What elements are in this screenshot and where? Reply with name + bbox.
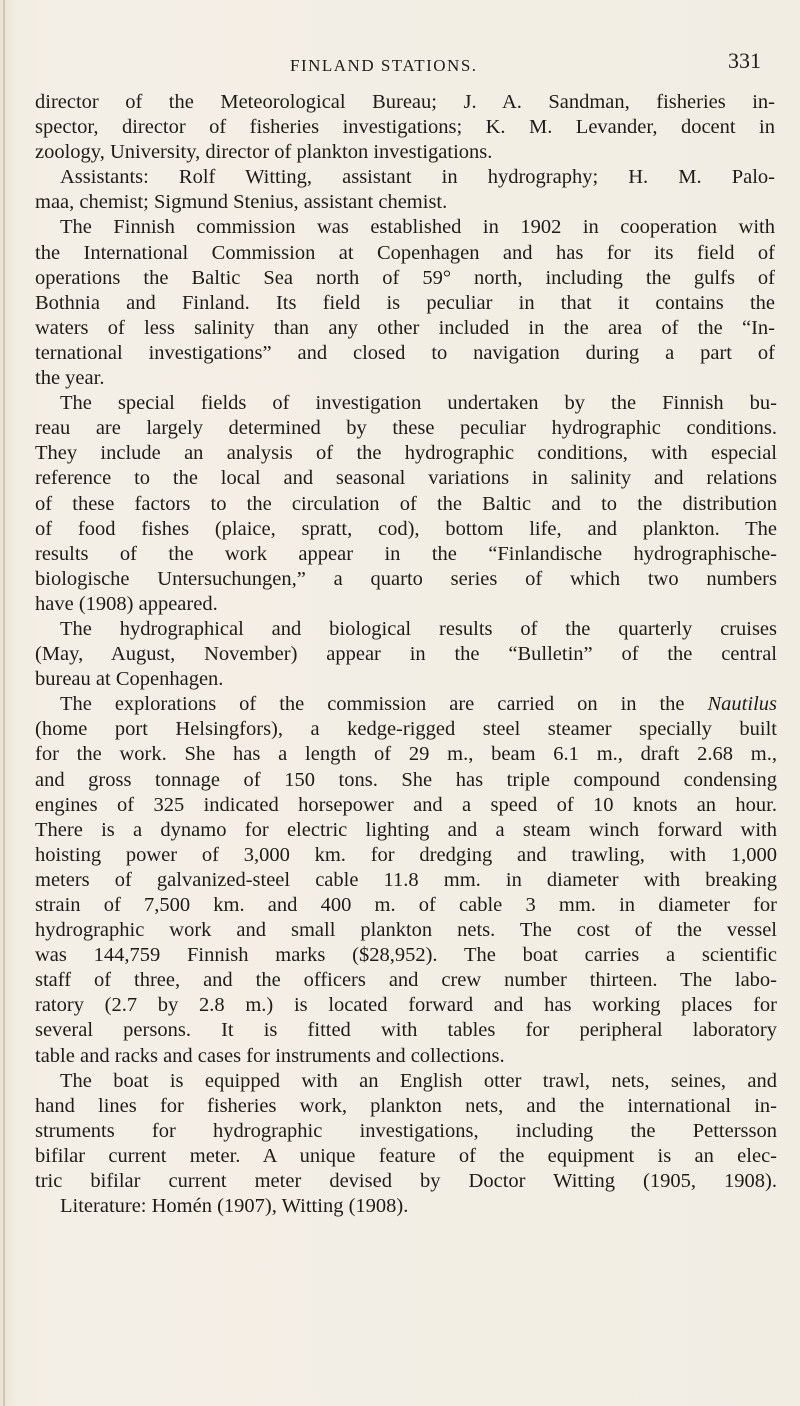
running-head: [0, 48, 800, 86]
text-line: [35, 692, 777, 717]
text-line: and gross tonnage of 150 tons. She has triple compound condensing: [35, 768, 777, 791]
text-line: director of the Meteorological Bureau; J. A. Sandman, fisheries in-: [35, 91, 775, 113]
text-line: The special fields of investigation undertaken by the Finnish bu-: [60, 392, 777, 415]
text-line: The hydrographical and biological results of the quarterly cruises: [60, 617, 777, 640]
text-line: zoology, University, director of plankton investigations.: [35, 141, 493, 164]
text-line: have (1908) appeared.: [35, 592, 218, 615]
text-line: reau are largely determined by these peculiar hydrographic conditions.: [35, 417, 777, 440]
text-line: tric bifilar current meter devised by Doctor Witting (1905, 1908).: [35, 1170, 777, 1193]
text-line: results of the work appear in the “Finlandische hydrographische-: [35, 542, 777, 565]
text-line: strain of 7,500 km. and 400 m. of cable 3 mm. in diameter for: [35, 894, 777, 916]
text-line: bifilar current meter. A unique feature of the equipment is an elec-: [35, 1144, 777, 1167]
text-line: the International Commission at Copenhagen and has for its field of: [35, 241, 775, 264]
text-line: bureau at Copenhagen.: [35, 668, 224, 691]
text-line-segment: The explorations of the commission are carried on in the: [60, 693, 708, 716]
text-line: Bothnia and Finland. Its field is peculiar in that it contains the: [35, 291, 775, 314]
text-line: hoisting power of 3,000 km. for dredging and trawling, with 1,000: [35, 843, 777, 866]
text-line: They include an analysis of the hydrographic conditions, with especial: [35, 442, 777, 465]
text-line: was 144,759 Finnish marks ($28,952). The boat carries a scientific: [35, 944, 777, 967]
text-line: (home port Helsingfors), a kedge-rigged steel steamer specially built: [35, 718, 777, 741]
text-line: several persons. It is fitted with tables for peripheral laboratory: [35, 1019, 777, 1042]
text-line: for the work. She has a length of 29 m., beam 6.1 m., draft 2.68 m.,: [35, 743, 777, 766]
page-number: 331: [728, 48, 761, 73]
text-line: hydrographic work and small plankton nets. The cost of the vessel: [35, 919, 777, 942]
text-line: (May, August, November) appear in the “Bulletin” of the central: [35, 643, 777, 666]
text-line: The boat is equipped with an English otter trawl, nets, seines, and: [60, 1069, 777, 1092]
text-line: There is a dynamo for electric lighting and a steam winch forward with: [35, 818, 777, 841]
text-line: waters of less salinity than any other included in the area of the “In-: [35, 316, 775, 339]
page-gutter-edge: [3, 0, 5, 1406]
text-line: maa, chemist; Sigmund Stenius, assistant chemist.: [35, 191, 448, 214]
text-line: The Finnish commission was established in 1902 in cooperation with: [60, 216, 775, 239]
text-line: of food fishes (plaice, spratt, cod), bottom life, and plankton. The: [35, 517, 777, 540]
text-line: Assistants: Rolf Witting, assistant in hydrography; H. M. Palo-: [60, 166, 775, 189]
text-line: operations the Baltic Sea north of 59° north, including the gulfs of: [35, 266, 775, 289]
text-line: engines of 325 indicated horsepower and a speed of 10 knots an hour.: [35, 793, 777, 816]
text-line: meters of galvanized-steel cable 11.8 mm. in diameter with breaking: [35, 868, 777, 891]
text-line: biologische Untersuchungen,” a quarto series of which two numbers: [35, 567, 777, 590]
text-line: struments for hydrographic investigations, including the Pettersson: [35, 1119, 777, 1142]
text-line: ternational investigations” and closed to navigation during a part of: [35, 341, 775, 364]
text-line: Literature: Homén (1907), Witting (1908).: [60, 1195, 409, 1218]
text-line: hand lines for fisheries work, plankton nets, and the international in-: [35, 1094, 777, 1117]
text-line: reference to the local and seasonal variations in salinity and relations: [35, 467, 777, 490]
text-line: ratory (2.7 by 2.8 m.) is located forward and has working places for: [35, 994, 777, 1017]
text-line: table and racks and cases for instruments and collections.: [35, 1044, 505, 1067]
text-line: spector, director of fisheries investigations; K. M. Levander, docent in: [35, 116, 775, 139]
text-line: the year.: [35, 367, 105, 390]
text-line: staff of three, and the officers and crew number thirteen. The labo-: [35, 969, 777, 992]
text-line: of these factors to the circulation of the Baltic and to the distribution: [35, 492, 777, 515]
running-title: FINLAND STATIONS.: [290, 56, 478, 75]
body-text: [35, 90, 780, 1219]
vessel-name: Nautilus: [707, 693, 777, 716]
